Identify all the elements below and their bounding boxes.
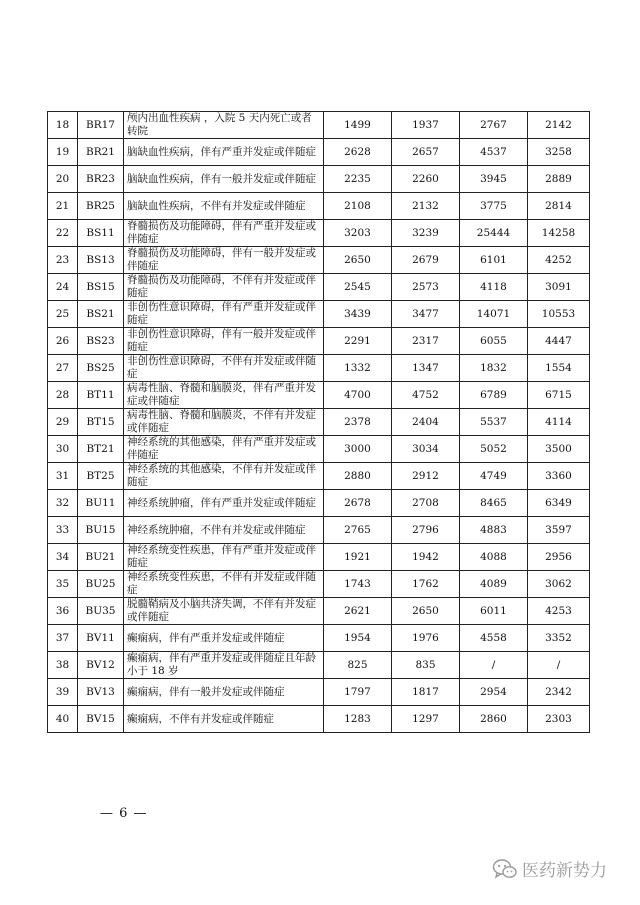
row-index-cell: 28 — [48, 382, 78, 409]
drg-code-cell: BT15 — [78, 409, 124, 436]
value-3-cell: 14071 — [460, 301, 528, 328]
value-4-cell: / — [528, 652, 590, 679]
value-4-cell: 14258 — [528, 220, 590, 247]
group-name-cell: 神经系统肿瘤，不伴有并发症或伴随症 — [124, 517, 324, 544]
row-index-cell: 22 — [48, 220, 78, 247]
value-1-cell: 4700 — [324, 382, 392, 409]
drg-code-cell: BV12 — [78, 652, 124, 679]
value-4-cell: 3360 — [528, 463, 590, 490]
value-2-cell: 2317 — [392, 328, 460, 355]
table-row — [48, 517, 590, 544]
value-3-cell: 2767 — [460, 112, 528, 139]
value-3-cell: 2860 — [460, 706, 528, 733]
value-1-cell: 1797 — [324, 679, 392, 706]
table-row — [48, 301, 590, 328]
drg-code-cell: BS21 — [78, 301, 124, 328]
value-2-cell: 3034 — [392, 436, 460, 463]
value-1-cell: 2378 — [324, 409, 392, 436]
value-2-cell: 4752 — [392, 382, 460, 409]
row-index-cell: 23 — [48, 247, 78, 274]
value-2-cell: 835 — [392, 652, 460, 679]
table-row — [48, 112, 590, 139]
watermark-text: 医药新势力 — [522, 861, 607, 881]
table-row — [48, 463, 590, 490]
group-name-cell: 脑缺血性疾病，伴有一般并发症或伴随症 — [124, 166, 324, 193]
group-name-cell: 病毒性脑、脊髓和脑膜炎，伴有严重并发症或伴随症 — [124, 382, 324, 409]
value-2-cell: 1347 — [392, 355, 460, 382]
row-index-cell: 32 — [48, 490, 78, 517]
value-1-cell: 1954 — [324, 625, 392, 652]
value-3-cell: 6011 — [460, 598, 528, 625]
value-4-cell: 2889 — [528, 166, 590, 193]
group-name-cell: 非创伤性意识障碍，伴有一般并发症或伴随症 — [124, 328, 324, 355]
value-1-cell: 2108 — [324, 193, 392, 220]
value-4-cell: 1554 — [528, 355, 590, 382]
value-2-cell: 2404 — [392, 409, 460, 436]
value-4-cell: 3062 — [528, 571, 590, 598]
value-3-cell: 6789 — [460, 382, 528, 409]
table-row — [48, 247, 590, 274]
row-index-cell: 38 — [48, 652, 78, 679]
value-2-cell: 3239 — [392, 220, 460, 247]
group-name-cell: 神经系统变性疾患，伴有严重并发症或伴随症 — [124, 544, 324, 571]
row-index-cell: 30 — [48, 436, 78, 463]
value-1-cell: 1332 — [324, 355, 392, 382]
value-2-cell: 2679 — [392, 247, 460, 274]
drg-code-cell: BS11 — [78, 220, 124, 247]
value-1-cell: 2235 — [324, 166, 392, 193]
value-2-cell: 1942 — [392, 544, 460, 571]
table-body — [48, 112, 590, 733]
table-row — [48, 382, 590, 409]
row-index-cell: 21 — [48, 193, 78, 220]
drg-code-cell: BU35 — [78, 598, 124, 625]
value-4-cell: 3500 — [528, 436, 590, 463]
value-3-cell: 25444 — [460, 220, 528, 247]
value-3-cell: 3775 — [460, 193, 528, 220]
drg-code-cell: BU15 — [78, 517, 124, 544]
value-2-cell: 2650 — [392, 598, 460, 625]
group-name-cell: 神经系统的其他感染，不伴有并发症或伴随症 — [124, 463, 324, 490]
drg-code-cell: BV13 — [78, 679, 124, 706]
group-name-cell: 颅内出血性疾病 ，入院 5 天内死亡或者转院 — [124, 112, 324, 139]
value-1-cell: 2291 — [324, 328, 392, 355]
value-4-cell: 6349 — [528, 490, 590, 517]
table-row — [48, 139, 590, 166]
row-index-cell: 37 — [48, 625, 78, 652]
value-2-cell: 2657 — [392, 139, 460, 166]
drg-code-cell: BR21 — [78, 139, 124, 166]
table-row — [48, 706, 590, 733]
value-1-cell: 1921 — [324, 544, 392, 571]
group-name-cell: 脑缺血性疾病，伴有严重并发症或伴随症 — [124, 139, 324, 166]
value-2-cell: 1297 — [392, 706, 460, 733]
drg-rate-table — [47, 111, 590, 733]
value-3-cell: 8465 — [460, 490, 528, 517]
row-index-cell: 36 — [48, 598, 78, 625]
value-4-cell: 4252 — [528, 247, 590, 274]
group-name-cell: 脊髓损伤及功能障碍，不伴有并发症或伴随症 — [124, 274, 324, 301]
row-index-cell: 25 — [48, 301, 78, 328]
drg-code-cell: BR25 — [78, 193, 124, 220]
value-4-cell: 4114 — [528, 409, 590, 436]
value-4-cell: 3258 — [528, 139, 590, 166]
value-1-cell: 2678 — [324, 490, 392, 517]
table-row — [48, 544, 590, 571]
table-row — [48, 598, 590, 625]
value-1-cell: 1743 — [324, 571, 392, 598]
value-3-cell: 4088 — [460, 544, 528, 571]
table-row — [48, 625, 590, 652]
drg-code-cell: BV11 — [78, 625, 124, 652]
value-2-cell: 2260 — [392, 166, 460, 193]
group-name-cell: 癫痫病，伴有一般并发症或伴随症 — [124, 679, 324, 706]
group-name-cell: 癫痫病，不伴有并发症或伴随症 — [124, 706, 324, 733]
row-index-cell: 18 — [48, 112, 78, 139]
row-index-cell: 24 — [48, 274, 78, 301]
value-1-cell: 1499 — [324, 112, 392, 139]
value-4-cell: 4447 — [528, 328, 590, 355]
value-1-cell: 825 — [324, 652, 392, 679]
value-2-cell: 2796 — [392, 517, 460, 544]
value-3-cell: 4883 — [460, 517, 528, 544]
row-index-cell: 35 — [48, 571, 78, 598]
value-2-cell: 1817 — [392, 679, 460, 706]
drg-code-cell: BU25 — [78, 571, 124, 598]
value-1-cell: 2628 — [324, 139, 392, 166]
group-name-cell: 神经系统肿瘤，伴有严重并发症或伴随症 — [124, 490, 324, 517]
group-name-cell: 病毒性脑、脊髓和脑膜炎，不伴有并发症或伴随症 — [124, 409, 324, 436]
row-index-cell: 33 — [48, 517, 78, 544]
drg-code-cell: BS23 — [78, 328, 124, 355]
wechat-icon — [492, 858, 518, 880]
value-3-cell: 4089 — [460, 571, 528, 598]
row-index-cell: 26 — [48, 328, 78, 355]
value-2-cell: 2912 — [392, 463, 460, 490]
value-2-cell: 1937 — [392, 112, 460, 139]
row-index-cell: 31 — [48, 463, 78, 490]
value-1-cell: 1283 — [324, 706, 392, 733]
drg-code-cell: BS13 — [78, 247, 124, 274]
group-name-cell: 癫痫病，伴有严重并发症或伴随症且年龄小于 18 岁 — [124, 652, 324, 679]
value-1-cell: 3439 — [324, 301, 392, 328]
value-4-cell: 10553 — [528, 301, 590, 328]
drg-code-cell: BS15 — [78, 274, 124, 301]
drg-code-cell: BV15 — [78, 706, 124, 733]
value-3-cell: 5052 — [460, 436, 528, 463]
value-4-cell: 2142 — [528, 112, 590, 139]
table-row — [48, 274, 590, 301]
table-row — [48, 409, 590, 436]
value-4-cell: 3091 — [528, 274, 590, 301]
value-1-cell: 2765 — [324, 517, 392, 544]
table-row — [48, 436, 590, 463]
value-4-cell: 3352 — [528, 625, 590, 652]
value-4-cell: 3597 — [528, 517, 590, 544]
value-1-cell: 2880 — [324, 463, 392, 490]
value-3-cell: 4537 — [460, 139, 528, 166]
row-index-cell: 34 — [48, 544, 78, 571]
value-2-cell: 2132 — [392, 193, 460, 220]
value-3-cell: 6055 — [460, 328, 528, 355]
table-row — [48, 571, 590, 598]
table-row — [48, 652, 590, 679]
row-index-cell: 29 — [48, 409, 78, 436]
drg-code-cell: BU11 — [78, 490, 124, 517]
value-4-cell: 2342 — [528, 679, 590, 706]
value-3-cell: 5537 — [460, 409, 528, 436]
value-2-cell: 2708 — [392, 490, 460, 517]
drg-code-cell: BS25 — [78, 355, 124, 382]
watermark — [492, 856, 607, 881]
group-name-cell: 脑缺血性疾病，不伴有并发症或伴随症 — [124, 193, 324, 220]
value-3-cell: 2954 — [460, 679, 528, 706]
value-3-cell: 3945 — [460, 166, 528, 193]
value-3-cell: 4749 — [460, 463, 528, 490]
value-3-cell: 1832 — [460, 355, 528, 382]
value-1-cell: 3203 — [324, 220, 392, 247]
value-4-cell: 2956 — [528, 544, 590, 571]
value-1-cell: 2621 — [324, 598, 392, 625]
group-name-cell: 脊髓损伤及功能障碍，伴有严重并发症或伴随症 — [124, 220, 324, 247]
value-3-cell: 4558 — [460, 625, 528, 652]
value-3-cell: / — [460, 652, 528, 679]
group-name-cell: 癫痫病，伴有严重并发症或伴随症 — [124, 625, 324, 652]
table-row — [48, 679, 590, 706]
drg-code-cell: BU21 — [78, 544, 124, 571]
value-4-cell: 4253 — [528, 598, 590, 625]
value-4-cell: 2303 — [528, 706, 590, 733]
row-index-cell: 19 — [48, 139, 78, 166]
value-4-cell: 6715 — [528, 382, 590, 409]
table-row — [48, 355, 590, 382]
drg-code-cell: BR23 — [78, 166, 124, 193]
value-2-cell: 2573 — [392, 274, 460, 301]
value-1-cell: 2545 — [324, 274, 392, 301]
row-index-cell: 20 — [48, 166, 78, 193]
value-4-cell: 2814 — [528, 193, 590, 220]
value-3-cell: 4118 — [460, 274, 528, 301]
table-row — [48, 166, 590, 193]
value-1-cell: 3000 — [324, 436, 392, 463]
group-name-cell: 非创伤性意识障碍，不伴有并发症或伴随症 — [124, 355, 324, 382]
row-index-cell: 40 — [48, 706, 78, 733]
table-row — [48, 490, 590, 517]
table-row — [48, 328, 590, 355]
value-2-cell: 3477 — [392, 301, 460, 328]
value-2-cell: 1762 — [392, 571, 460, 598]
row-index-cell: 27 — [48, 355, 78, 382]
value-3-cell: 6101 — [460, 247, 528, 274]
group-name-cell: 脱髓鞘病及小脑共济失调，不伴有并发症或伴随症 — [124, 598, 324, 625]
value-1-cell: 2650 — [324, 247, 392, 274]
table-row — [48, 193, 590, 220]
group-name-cell: 神经系统的其他感染，伴有严重并发症或伴随症 — [124, 436, 324, 463]
drg-code-cell: BR17 — [78, 112, 124, 139]
value-2-cell: 1976 — [392, 625, 460, 652]
group-name-cell: 神经系统变性疾患，不伴有并发症或伴随症 — [124, 571, 324, 598]
drg-code-cell: BT25 — [78, 463, 124, 490]
group-name-cell: 非创伤性意识障碍，伴有严重并发症或伴随症 — [124, 301, 324, 328]
table-row — [48, 220, 590, 247]
drg-code-cell: BT21 — [78, 436, 124, 463]
drg-code-cell: BT11 — [78, 382, 124, 409]
page-number: — 6 — — [100, 806, 148, 821]
row-index-cell: 39 — [48, 679, 78, 706]
group-name-cell: 脊髓损伤及功能障碍，伴有一般并发症或伴随症 — [124, 247, 324, 274]
